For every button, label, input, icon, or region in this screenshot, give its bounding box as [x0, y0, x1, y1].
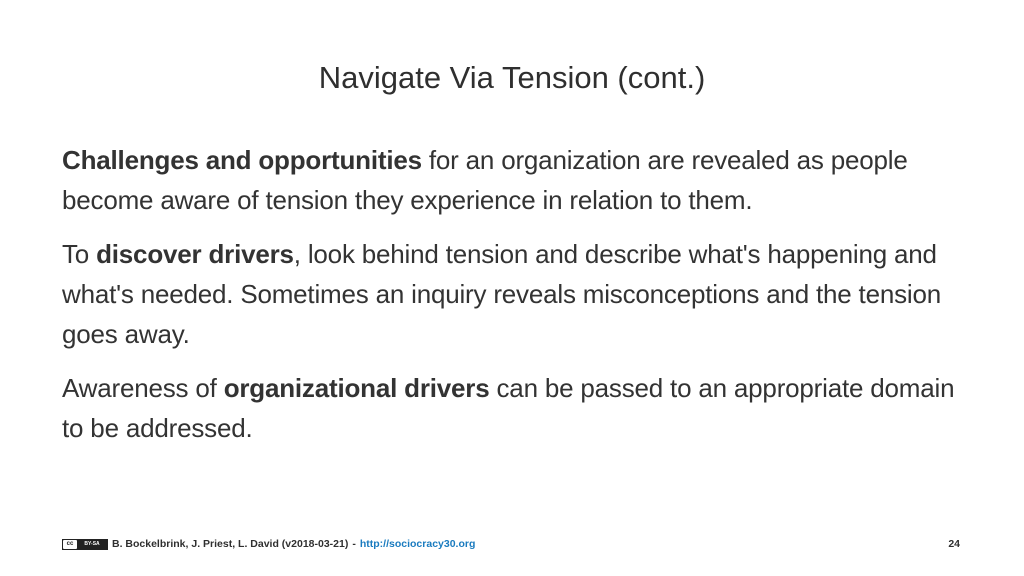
- bold-term-challenges: Challenges and opportunities: [62, 145, 422, 175]
- footer-link[interactable]: http://sociocracy30.org: [359, 538, 476, 550]
- slide-footer: [62, 536, 962, 552]
- paragraph-text-after: for an organization are revealed as people become aware of tension they experience in relation to them.: [62, 145, 908, 215]
- page-number: 24: [948, 538, 960, 550]
- paragraph-organizational-drivers: [62, 368, 982, 448]
- paragraph-text-after: can be passed to an appropriate domain to be addressed.: [62, 373, 955, 443]
- paragraph-discover-drivers: [62, 234, 982, 354]
- paragraph-text-after: , look behind tension and describe what's happening and what's needed. Sometimes an inquiry reveals misconceptions and the tension goes away.: [62, 239, 942, 349]
- slide-body: [62, 140, 982, 462]
- paragraph-challenges: [62, 140, 982, 220]
- paragraph-text-before: To: [62, 239, 97, 269]
- bold-term-organizational-drivers: organizational drivers: [223, 373, 490, 403]
- paragraph-text-before: Awareness of: [62, 373, 224, 403]
- bold-term-discover-drivers: discover drivers: [96, 239, 294, 269]
- slide-title: Navigate Via Tension (cont.): [318, 60, 706, 95]
- cc-icon: cc: [63, 540, 77, 549]
- cc-license-badge[interactable]: [62, 539, 108, 550]
- footer-credit: B. Bockelbrink, J. Priest, L. David (v2018-03-21): [112, 538, 349, 550]
- footer-separator: -: [352, 538, 356, 550]
- license-label: BY-SA: [84, 540, 100, 547]
